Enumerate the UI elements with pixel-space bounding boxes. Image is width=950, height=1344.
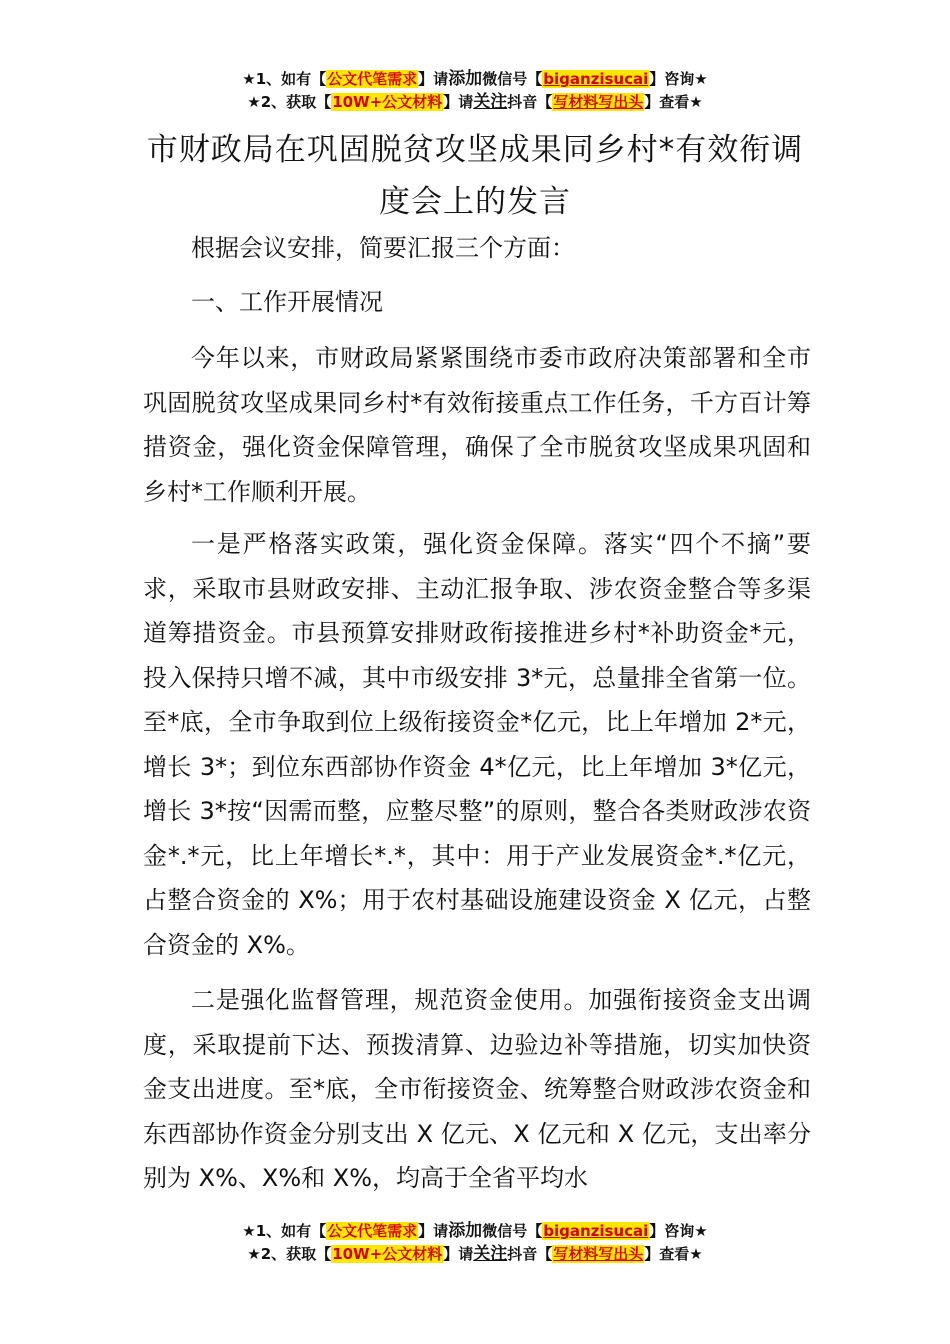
promo-wechat-id: biganzisucai xyxy=(543,70,649,88)
promo-emphasis: 添加 xyxy=(448,69,483,89)
promo-line-1 xyxy=(0,68,950,91)
promo-text: 】请 xyxy=(443,1245,474,1263)
promo-text: 】请 xyxy=(418,70,449,88)
body-paragraph-3 xyxy=(143,978,811,1201)
paragraph-text: 今年以来，市财政局紧紧围绕市委市政府决策部署和全市巩固脱贫攻坚成果同乡村*有效衔接重点工作任务，千方百计筹措资金，强化资金保障管理，确保了全市脱贫攻坚成果巩固和乡村*工作顺利开展。 xyxy=(143,344,811,506)
promo-text: ★2、获取【 xyxy=(247,1245,332,1263)
promo-banner-top xyxy=(0,68,950,114)
promo-highlight: 10W+公文材料 xyxy=(332,93,443,111)
promo-emphasis: 关注 xyxy=(473,1244,508,1264)
promo-line-2 xyxy=(0,91,950,114)
promo-highlight: 公文代笔需求 xyxy=(327,1222,418,1240)
promo-emphasis: 关注 xyxy=(473,92,508,112)
intro-paragraph xyxy=(143,226,811,271)
promo-wechat-id: biganzisucai xyxy=(543,1222,649,1240)
promo-text: 】查看★ xyxy=(644,93,703,111)
paragraph-text: 根据会议安排，简要汇报三个方面： xyxy=(191,234,575,262)
paragraph-text: 二是强化监督管理，规范资金使用。加强衔接资金支出调度，采取提前下达、预拨清算、边验边补等措施，切实加快资金支出进度。至*底，全市衔接资金、统筹整合财政涉农资金和东西部协作资金分别支出 X 亿元、X 亿元和 X 亿元，支出率分别为 X%、X%和 X%，均高于全省平均水 xyxy=(143,986,811,1192)
promo-text: 】查看★ xyxy=(644,1245,703,1263)
promo-text: 】咨询★ xyxy=(649,1222,708,1240)
promo-text: ★1、如有【 xyxy=(242,1222,327,1240)
promo-text: ★2、获取【 xyxy=(247,93,332,111)
promo-douyin-id: 写材料写出头 xyxy=(553,93,644,111)
promo-text: 微信号【 xyxy=(482,1222,543,1240)
promo-text: 抖音【 xyxy=(507,93,553,111)
promo-highlight: 公文代笔需求 xyxy=(327,70,418,88)
promo-douyin-id: 写材料写出头 xyxy=(553,1245,644,1263)
promo-highlight: 10W+公文材料 xyxy=(332,1245,443,1263)
promo-text: 】请 xyxy=(443,93,474,111)
promo-text: ★1、如有【 xyxy=(242,70,327,88)
promo-text: 抖音【 xyxy=(507,1245,553,1263)
body-paragraph-2 xyxy=(143,522,811,967)
paragraph-text: 一、工作开展情况 xyxy=(191,288,383,316)
promo-text: 微信号【 xyxy=(482,70,543,88)
promo-emphasis: 添加 xyxy=(448,1221,483,1241)
section-heading xyxy=(143,280,811,325)
promo-text: 】咨询★ xyxy=(649,70,708,88)
document-title: 市财政局在巩固脱贫攻坚成果同乡村*有效衔调度会上的发言 xyxy=(146,132,804,220)
body-paragraph-1 xyxy=(143,336,811,514)
promo-text: 】请 xyxy=(418,1222,449,1240)
promo-banner-bottom xyxy=(0,1220,950,1266)
promo-line-1 xyxy=(0,1220,950,1243)
paragraph-text: 一是严格落实政策，强化资金保障。落实“四个不摘”要求，采取市县财政安排、主动汇报争取、涉农资金整合等多渠道筹措资金。市县预算安排财政衔接推进乡村*补助资金*元，投入保持只增不减，其中市级安排 3*元，总量排全省第一位。至*底，全市争取到位上级衔接资金*亿元，比上年增加 2*元，增长 3*；到位东西部协作资金 4*亿元，比上年增加 3*亿元，增长 3*按“因需而整，应整尽整”的原则，整合各类财政涉农资金*.*元，比上年增长*.*，其中：用于产业发展资金*.*亿元，占整合资金的 X%；用于农村基础设施建设资金 X 亿元，占整合资金的 X%。 xyxy=(143,530,811,959)
promo-line-2 xyxy=(0,1243,950,1266)
